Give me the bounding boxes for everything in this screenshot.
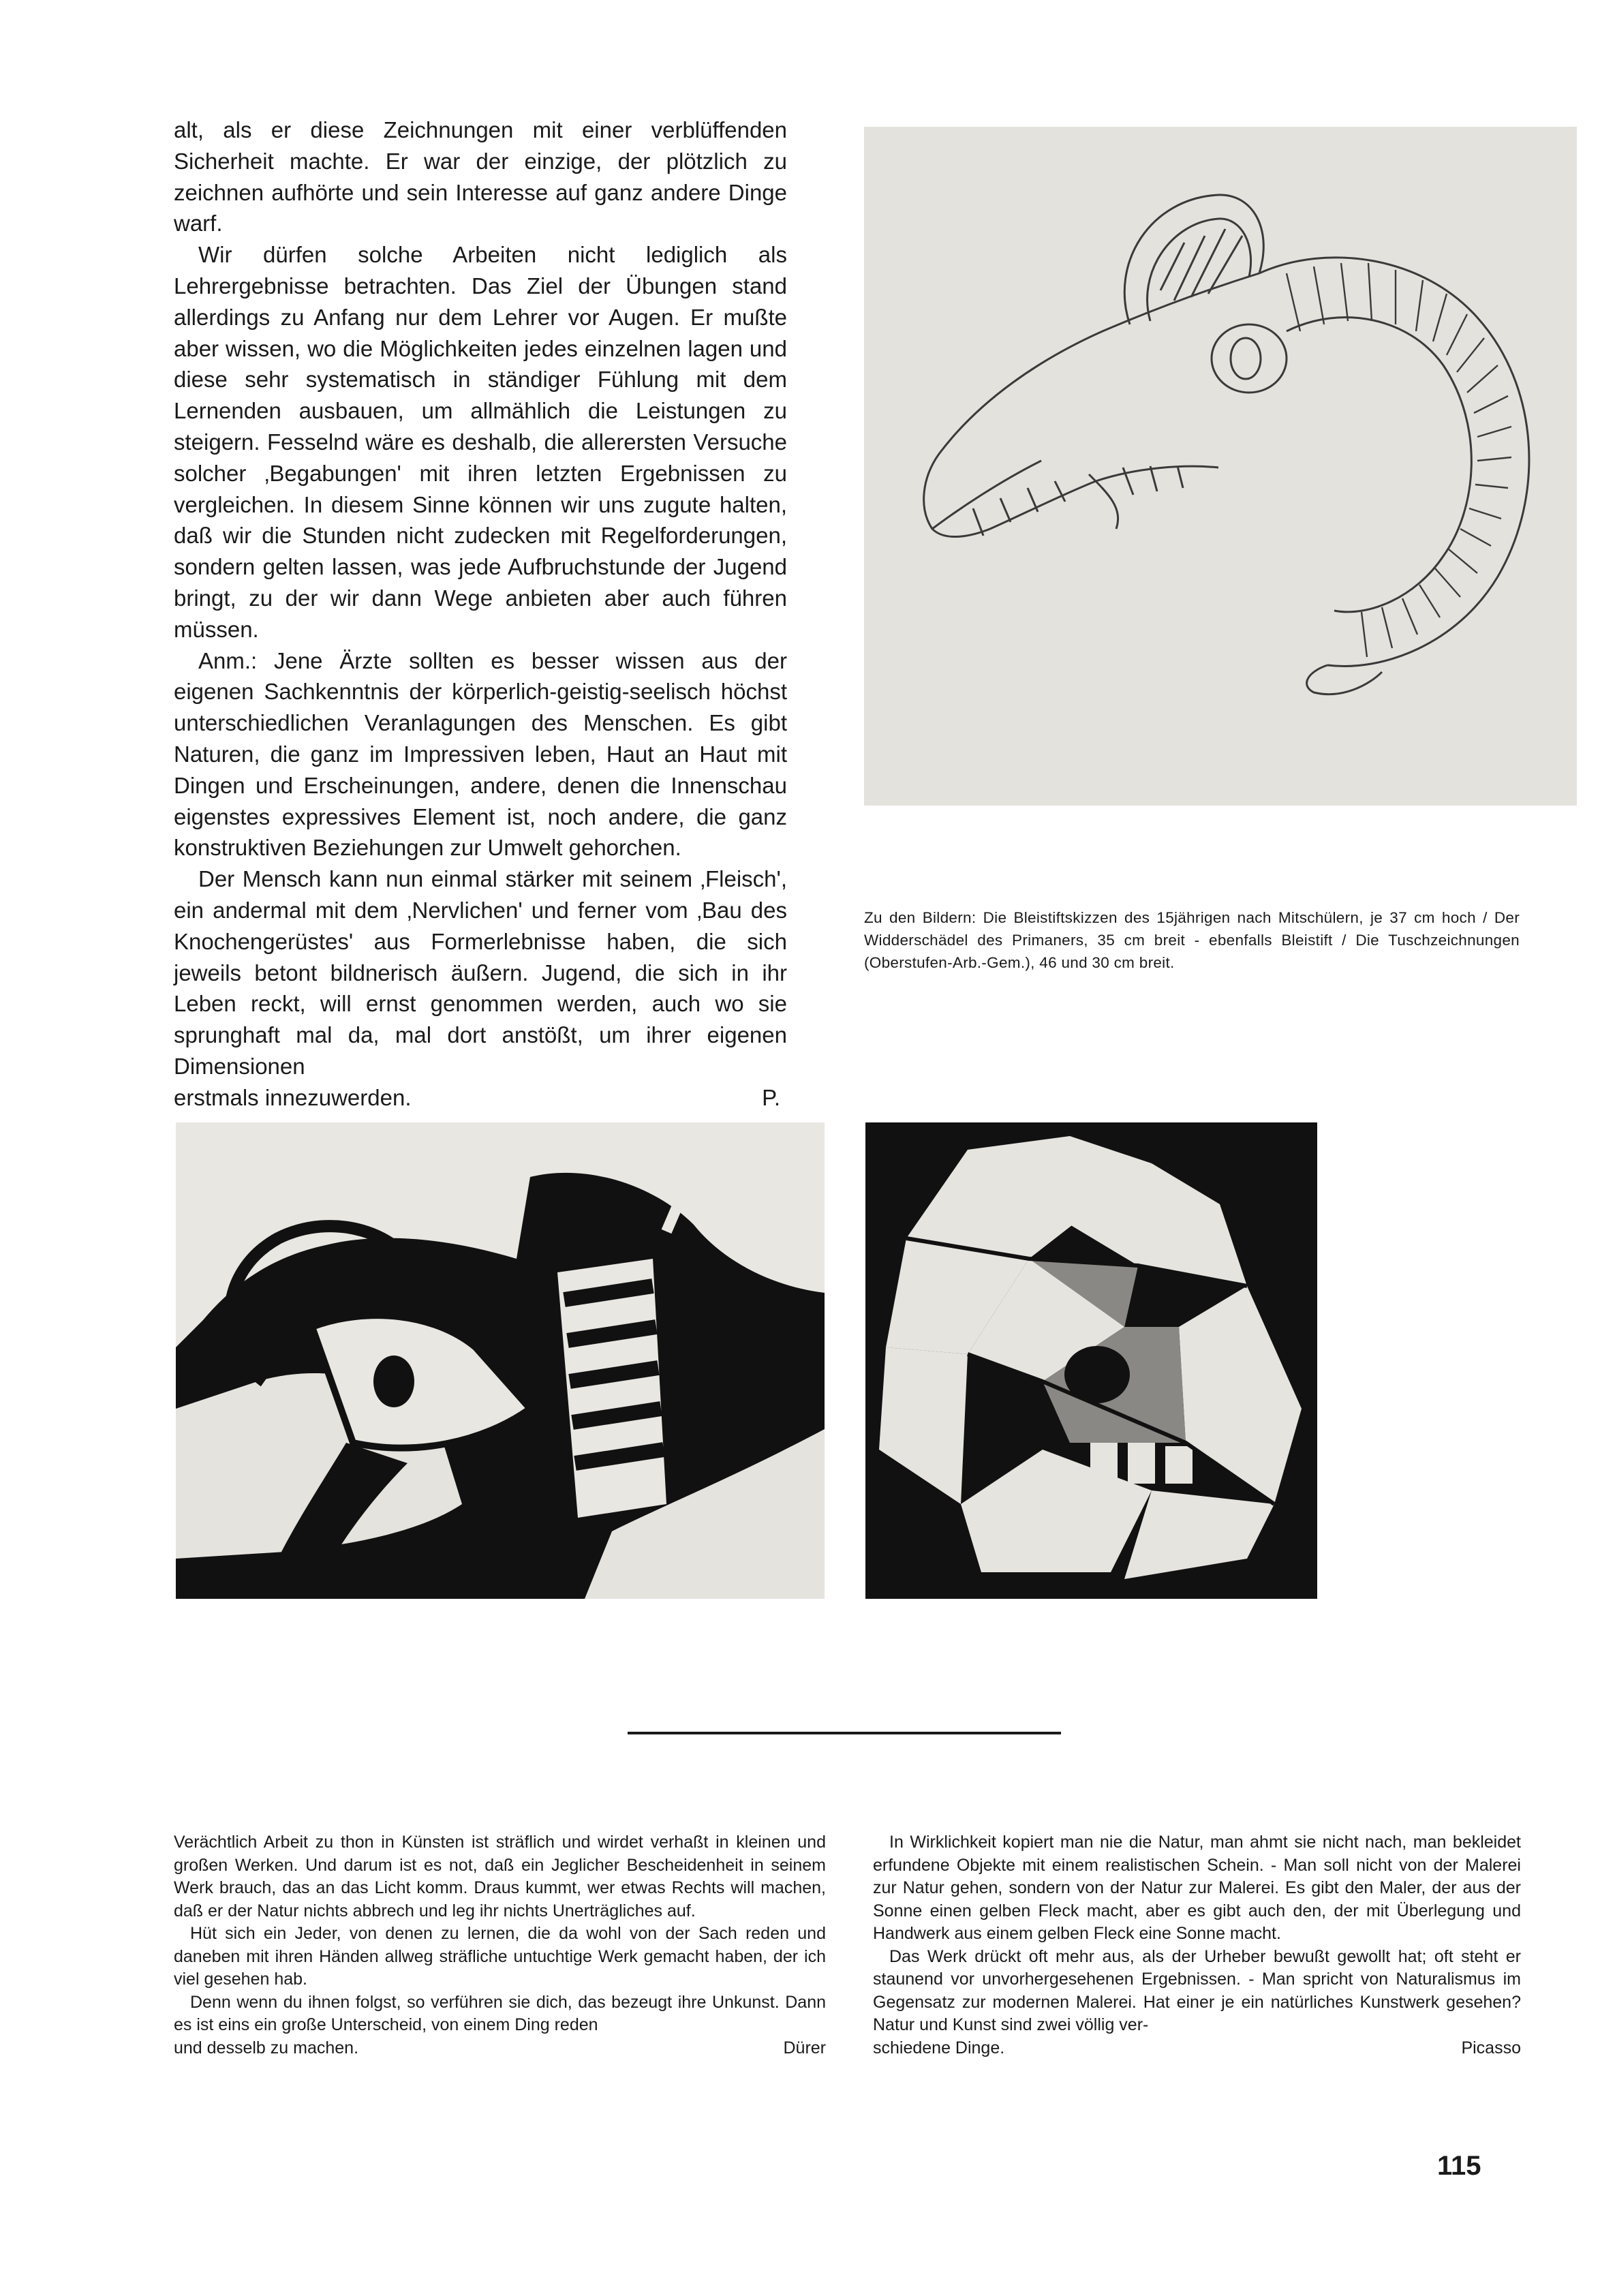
image-caption: Zu den Bildern: Die Bleistiftskizzen des 15jährigen nach Mitschülern, je 37 cm hoch / Der Widderschädel des Primaners, 35 cm breit - ebenfalls Bleistift / Die Tuschzeichnungen (Oberstufen-Arb.-Gem.), 46 und 30 cm breit. xyxy=(864,909,1520,971)
ram-skull-drawing-art xyxy=(864,127,1577,806)
quote-duerer xyxy=(174,1831,826,2060)
paragraph-3: Anm.: Jene Ärzte sollten es besser wissen aus der eigenen Sachkenntnis der körperlich-geistig-seelisch höchst unterschiedlichen Veranlagungen des Menschen. Es gibt Naturen, die ganz im Impressiven leben, Haut an Haut mit Dingen und Erscheinungen, andere, denen die Innenschau eigenstes expressives Element ist, noch andere, die ganz konstruktiven Beziehungen zur Umwelt gehorchen. xyxy=(174,647,787,861)
ink-drawing-ram-and-jug-art xyxy=(176,1122,825,1599)
duerer-paragraph-2: Hüt sich ein Jeder, von denen zu lernen, die da wohl von der Sach reden und daneben mit ihren Händen allweg sträfliche untuchtige Werk gemacht haben, der ich viel gesehen hab. xyxy=(174,1924,826,1989)
picasso-author: Picasso xyxy=(1461,2038,1521,2057)
paragraph-4: Der Mensch kann nun einmal stärker mit seinem ‚Fleisch', ein andermal mit dem ‚Nervlichen' und ferner vom ‚Bau des Knochengerüstes' aus Formerlebnisse haben, die sich jeweils betont bildnerisch äußern. Jugend, die sich in ihr Leben reckt, will ernst genommen werden, auch wo sie sprunghaft mal da, mal dort anstößt, um ihrer eigenen Dimensionen xyxy=(174,866,787,1079)
ink-drawing-ram-and-jug xyxy=(176,1122,825,1599)
paragraph-2: Wir dürfen solche Arbeiten nicht lediglich als Lehrergebnisse betrachten. Das Ziel der Übungen stand allerdings zu Anfang nur dem Lehrer vor Augen. Er mußte aber wissen, wo die Möglichkeiten jedes einzelnen lagen und diese sehr systematisch in ständiger Fühlung mit dem Lernenden ausbauen, um allmählich die Leistungen zu steigern. Fesselnd wäre es deshalb, die allerersten Versuche solcher ‚Begabungen' mit ihren letzten Ergebnissen zu vergleichen. In diesem Sinne können wir uns zugute halten, daß wir die Stunden nicht zudecken mit Regelforderungen, sondern gelten lassen, was jede Aufbruchstunde der Jugend bringt, zu der wir dann Wege anbieten aber auch führen müssen. xyxy=(174,242,787,642)
section-divider xyxy=(628,1732,1061,1734)
main-text-column xyxy=(174,114,787,1114)
quote-picasso xyxy=(873,1831,1521,2060)
ink-drawing-geometric-skull-art xyxy=(865,1122,1317,1599)
duerer-paragraph-3: Denn wenn du ihnen folgst, so verführen sie dich, das bezeugt ihre Unkunst. Dann es ist eins ein große Unterscheid, von einem Ding reden xyxy=(174,1992,826,2034)
picasso-paragraph-1: In Wirklichkeit kopiert man nie die Natur, man ahmt sie nicht nach, man bekleidet erfundene Objekte mit einem realistischen Schein. - Man soll nicht von der Malerei zur Natur gehen, sondern von der Natur zur Malerei. Es gibt den Maler, der aus der Sonne einen gelben Fleck macht, aber es gibt auch den, der mit Überlegung und Handwerk aus einem gelben Fleck eine Sonne macht. xyxy=(873,1833,1521,1943)
author-signature: P. xyxy=(762,1084,780,1110)
ink-drawing-geometric-skull xyxy=(865,1122,1317,1599)
closing-text: erstmals innezuwerden. xyxy=(174,1084,412,1110)
picasso-closing-text: schiedene Dinge. xyxy=(873,2038,1005,2057)
picasso-closing-line xyxy=(873,2037,1521,2060)
duerer-author: Dürer xyxy=(783,2038,826,2057)
duerer-closing-line xyxy=(174,2037,826,2060)
duerer-closing-text: und desselb zu machen. xyxy=(174,2038,359,2057)
closing-line xyxy=(174,1082,787,1114)
duerer-paragraph-1: Verächtlich Arbeit zu thon in Künsten ist sträflich und wirdet verhaßt in kleinen und großen Werken. Und darum ist es not, daß ein Jeglicher Bescheidenheit in seinem Werk brauch, das an das Licht komm. Draus kummt, wer etwas Rechts will machen, daß er der Natur nichts abbrech und leg ihr nichts Unerträgliches auf. xyxy=(174,1833,826,1920)
picasso-paragraph-2: Das Werk drückt oft mehr aus, als der Urheber bewußt gewollt hat; oft steht er staunend vor unvorhergesehenen Ergebnissen. - Man spricht von Naturalismus im Gegensatz zur modernen Malerei. Hat einer je ein natürliches Kunstwerk gesehen? Natur und Kunst sind zwei völlig ver- xyxy=(873,1946,1521,2034)
page-number: 115 xyxy=(1437,2151,1481,2181)
ram-skull-pencil-drawing xyxy=(864,127,1577,806)
paragraph-1: alt, als er diese Zeichnungen mit einer verblüffenden Sicherheit machte. Er war der einzige, der plötzlich zu zeichnen aufhörte und sein Interesse auf ganz andere Dinge warf. xyxy=(174,117,787,236)
